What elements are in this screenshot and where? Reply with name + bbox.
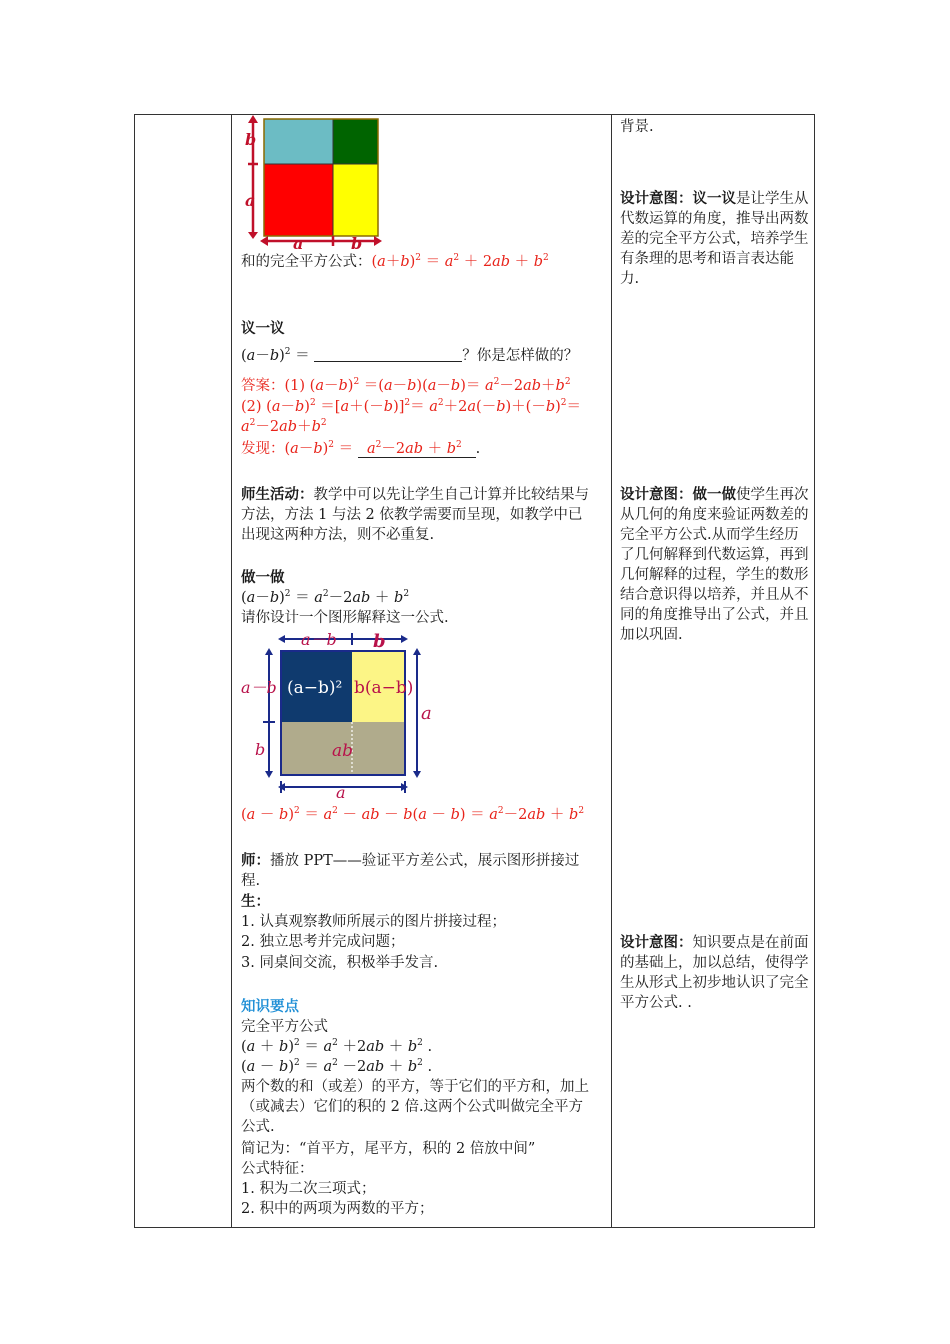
table-divider-2 xyxy=(611,115,612,1227)
lesson-table xyxy=(134,114,815,1228)
knowledge-description: 两个数的和（或差）的平方，等于它们的平方和，加上（或减去）它们的积的 2 倍.这两个公式叫做完全平方公式. xyxy=(241,1079,589,1135)
fig2-formula: $(a - b)^2 = a^2$ － ab － $b(a - b) = a^2-2ab + b^2$ xyxy=(241,806,585,823)
fig2-left-a-minus-b: a－b xyxy=(241,678,277,697)
activity-text: 教学中可以先让学生自己计算并比较结果与方法，方法 1 与法 2 依教学需要而呈现，如教学中已出现这两种方法，则不必重复. xyxy=(241,487,589,543)
student-item-3: 3. 同桌间交流，积极举手发言. xyxy=(241,955,439,971)
fig1-cell-top-right xyxy=(333,119,378,164)
design-intent-1 xyxy=(620,189,810,289)
background-text: 背景. xyxy=(620,119,654,135)
answer-label: 答案： xyxy=(241,378,285,394)
knowledge-title: 知识要点 xyxy=(241,998,299,1015)
table-divider-1 xyxy=(231,115,232,1227)
design-intent-1-sub: 议一议 xyxy=(692,190,736,207)
fig2-top-b: b xyxy=(373,631,386,652)
design-intent-2-sub: 做一做 xyxy=(692,486,736,503)
design-intent-3-text: 知识要点是在前面的基础上，加以总结，使得学生从形式上初步地认识了完全平方公式. . xyxy=(620,935,809,1011)
activity-label: 师生活动： xyxy=(241,486,314,503)
design-intent-2-text: 使学生再次从几何的角度来验证两数差的完全平方公式.从而学生经历了几何解释到代数运算，再到几何解释的过程，学生的数形结合意识得以培养，并且从不同的角度推导出了公式，并且加以巩固. xyxy=(620,487,809,643)
teacher-paragraph xyxy=(241,851,596,891)
design-intent-1-label: 设计意图： xyxy=(620,190,693,207)
fig1-label-a-bottom: a xyxy=(293,234,304,253)
design-intent-2 xyxy=(620,485,810,645)
discuss-question: $(a-b)^2$ ＝ ？你是怎样做的？ xyxy=(241,347,579,364)
found-label: 发现： xyxy=(241,441,285,457)
difference-square-figure xyxy=(241,627,441,799)
fig2-top-a-minus-b: a－b xyxy=(301,630,337,649)
discuss-title: 议一议 xyxy=(241,320,285,337)
knowledge-formula-2: $(a - b)^2 = a^2 -2ab + b^2$ . xyxy=(241,1058,433,1075)
fig2-bottom-a: a xyxy=(336,783,346,799)
student-label: 生： xyxy=(241,893,270,910)
do-prompt: 请你设计一个图形解释这一公式. xyxy=(241,610,449,626)
sum-square-figure xyxy=(245,115,385,253)
do-formula: $(a-b)^2 = a^2-2ab + b^2$ xyxy=(241,589,410,606)
sum-formula: $(a+b)^2 = a^2 + 2ab + b^2$ xyxy=(371,253,549,270)
do-title: 做一做 xyxy=(241,569,285,586)
knowledge-subtitle: 完全平方公式 xyxy=(241,1019,328,1035)
teacher-label: 师： xyxy=(241,852,270,869)
answer-line-2: (2) $(a-b)^2 =[a+(-b)]^2= a^2+2a(-b)+(-b)^2=$ xyxy=(241,398,582,415)
answer-line-3: $a^2-2ab+b^2$ xyxy=(241,418,327,435)
feature-1: 1. 积为二次三项式； xyxy=(241,1181,376,1197)
fig1-label-b-bottom: b xyxy=(351,234,363,253)
fig1-cell-bottom-right xyxy=(333,164,378,236)
design-intent-1-text: 是让学生从代数运算的角度，推导出两数差的完全平方公式，培养学生有条理的思考和语言表达能力. xyxy=(620,191,809,287)
fig2-cell-bottom-label: ab xyxy=(332,741,354,761)
answer-blank xyxy=(314,347,462,362)
fig1-label-a-left: a xyxy=(245,191,256,210)
design-intent-3-label: 设计意图： xyxy=(620,934,693,951)
fig1-cell-bottom-left xyxy=(264,164,333,236)
activity-paragraph xyxy=(241,485,596,545)
feature-2: 2. 积中的两项为两数的平方； xyxy=(241,1201,434,1217)
knowledge-formula-1: $(a + b)^2 = a^2 +2ab + b^2$ . xyxy=(241,1038,433,1055)
student-item-2: 2. 独立思考并完成问题； xyxy=(241,934,405,950)
fig1-cell-top-left xyxy=(264,119,333,164)
sum-formula-prefix: 和的完全平方公式： xyxy=(241,254,372,270)
fig2-cell-tl-label: (a−b)² xyxy=(287,678,343,698)
design-intent-3 xyxy=(620,933,810,1013)
fig2-left-b: b xyxy=(255,740,266,759)
student-item-1: 1. 认真观察教师所展示的图片拼接过程； xyxy=(241,914,506,930)
fig1-label-b-left: b xyxy=(245,130,257,149)
fig2-right-a: a xyxy=(421,703,432,724)
found-result: $a^2-2ab + b^2$ xyxy=(358,441,476,458)
knowledge-mnemonic: 简记为：“首平方，尾平方，积的 2 倍放中间” xyxy=(241,1141,536,1157)
sum-formula-line xyxy=(241,252,549,272)
design-intent-2-label: 设计意图： xyxy=(620,486,693,503)
teacher-text: 播放 PPT——验证平方差公式，展示图形拼接过程. xyxy=(241,853,580,889)
fig2-cell-tr-label: b(a−b) xyxy=(354,678,414,698)
question-tail: ？你是怎样做的？ xyxy=(462,348,579,364)
answer-line-1: 答案：(1) $(a-b)^2 =(a-b)(a-b)= a^2-2ab+b^2$ xyxy=(241,377,571,394)
found-line: 发现：$(a-b)^2 = a^2-2ab + b^2$ . xyxy=(241,440,481,457)
features-label: 公式特征： xyxy=(241,1161,314,1177)
